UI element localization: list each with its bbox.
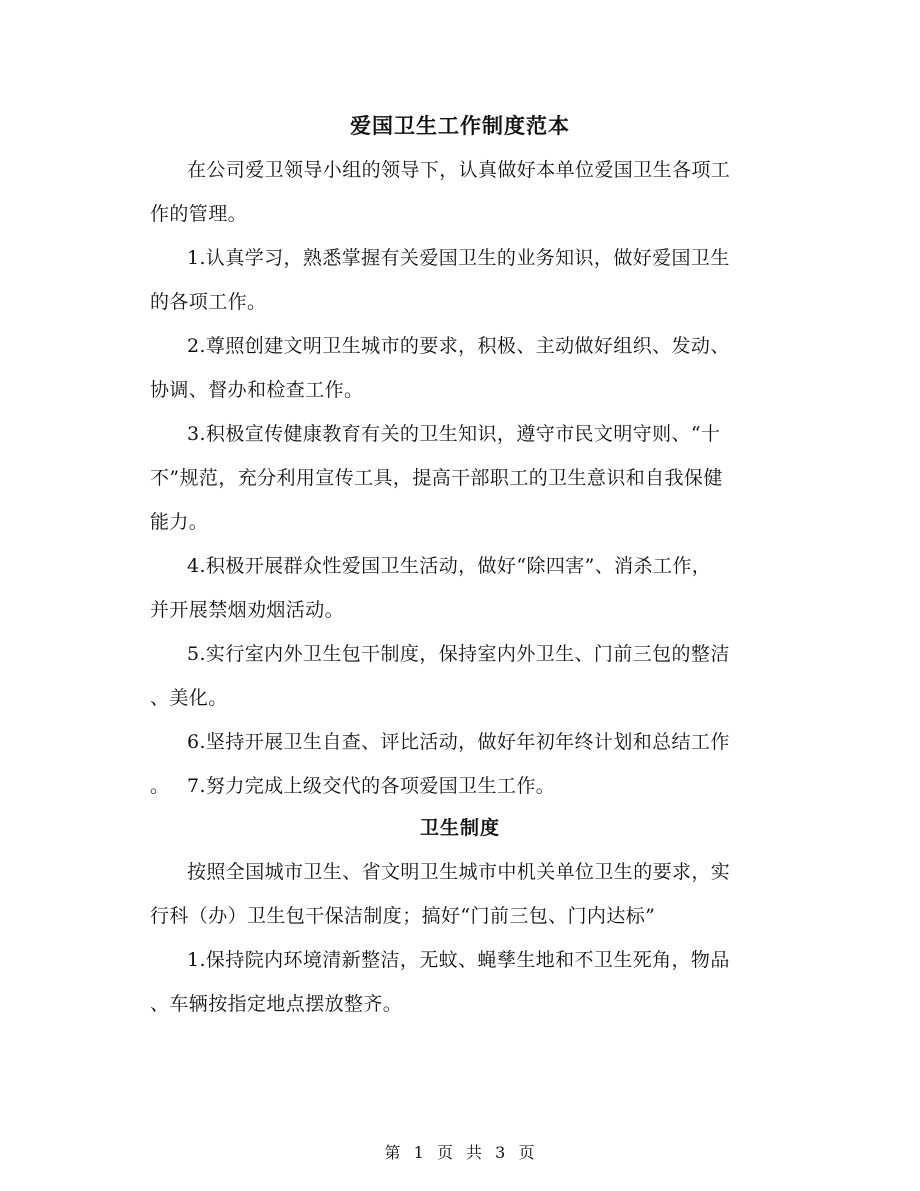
paragraph-line: 作的管理。 [150, 203, 248, 225]
paragraph-line: 并开展禁烟劝烟活动。 [150, 599, 345, 621]
paragraph-line: 按照全国城市卫生、省文明卫生城市中机关单位卫生的要求，实 [187, 861, 731, 883]
footer-page-word: 页 [436, 1143, 454, 1162]
paragraph-line: 、美化。 [150, 687, 228, 709]
page-footer [0, 1142, 920, 1164]
paragraph-line: 、车辆按指定地点摆放整齐。 [150, 993, 403, 1015]
footer-prefix: 第 [384, 1143, 402, 1162]
paragraph-line: 4.积极开展群众性爱国卫生活动，做好“除四害”、消杀工作， [187, 555, 712, 577]
paragraph-line: 6.坚持开展卫生自查、评比活动，做好年初年终计划和总结工作 [187, 731, 730, 753]
footer-total-pages: 3 [495, 1143, 507, 1162]
paragraph-line: 1.认真学习，熟悉掌握有关爱国卫生的业务知识，做好爱国卫生 [187, 247, 730, 269]
paragraph-line: 不”规范，充分利用宣传工具，提高干部职工的卫生意识和自我保健 [150, 467, 723, 489]
paragraph-line: 5.实行室内外卫生包干制度，保持室内外卫生、门前三包的整洁 [187, 643, 730, 665]
paragraph-line: 协调、督办和检查工作。 [150, 379, 364, 401]
paragraph-line: 2.尊照创建文明卫生城市的要求，积极、主动做好组织、发动、 [187, 335, 730, 357]
document-title: 爱国卫生工作制度范本 [350, 113, 570, 138]
paragraph-line: 3.积极宣传健康教育有关的卫生知识，遵守市民文明守则、“十 [187, 423, 721, 445]
paragraph-line: 的各项工作。 [150, 291, 267, 313]
paragraph-line: 能力。 [150, 511, 209, 533]
paragraph-line: 1.保持院内环境清新整洁，无蚊、蝇孳生地和不卫生死角，物品 [187, 949, 730, 971]
section-title: 卫生制度 [419, 817, 500, 839]
footer-page-end: 页 [518, 1143, 536, 1162]
footer-total-word: 共 [466, 1143, 484, 1162]
paragraph-line: 。 [150, 775, 170, 797]
paragraph-line: 行科（办）卫生包干保洁制度；搞好“门前三包、门内达标” [150, 905, 656, 927]
paragraph-line: 在公司爱卫领导小组的领导下，认真做好本单位爱国卫生各项工 [187, 159, 731, 181]
footer-current-page: 1 [413, 1143, 425, 1162]
paragraph-line: 7.努力完成上级交代的各项爱国卫生工作。 [187, 775, 556, 797]
